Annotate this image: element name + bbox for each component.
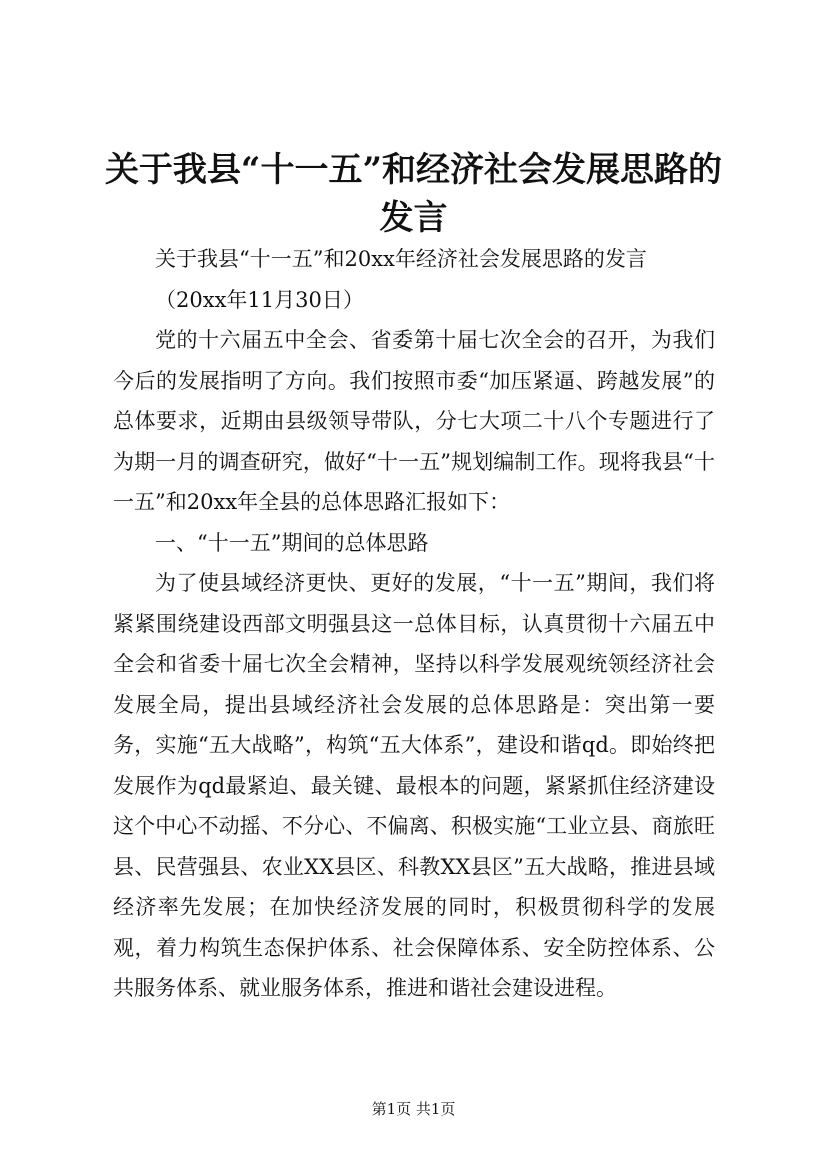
document-date: （20xx年11月30日）: [155, 287, 364, 312]
document-subtitle: 关于我县“十一五”和20xx年经济社会发展思路的发言: [155, 247, 647, 271]
paragraph-main: 为了使县域经济更快、更好的发展，“十一五”期间，我们将紧紧围绕建设西部文明强县这一总体目标，认真贯彻十六届五中全会和省委十届七次全会精神，坚持以科学发展观统领经济社会发展全局，提出县域经济社会发展的总体思路是：突出第一要务，实施“五大战略”，构筑“五大体系”，建设和谐qd。即始终把发展作为qd最紧迫、最关键、最根本的问题，紧紧抓住经济建设这个中心不动摇、不分心、不偏离、积极实施“工业立县、商旅旺县、民营强县、农业XX县区、科教XX县区”五大战略，推进县域经济率先发展；在加快经济发展的同时，积极贯彻科学的发展观，着力构筑生态保护体系、社会保障体系、安全防控体系、公共服务体系、就业服务体系，推进和谐社会建设进程。: [113, 571, 715, 1000]
document-title: 关于我县“十一五”和经济社会发展思路的发言: [104, 150, 723, 238]
paragraph-intro: 党的十六届五中全会、省委第十届七次全会的召开，为我们今后的发展指明了方向。我们按照市委“加压紧逼、跨越发展”的总体要求，近期由县级领导带队，分七大项二十八个专题进行了为期一月的调查研究，做好“十一五”规划编制工作。现将我县“十一五”和20xx年全县的总体思路汇报如下：: [113, 328, 715, 514]
document-body: [113, 239, 715, 1009]
section-heading: 一、“十一五”期间的总体思路: [155, 530, 429, 555]
page-footer: 第1页 共1页: [371, 1100, 456, 1118]
